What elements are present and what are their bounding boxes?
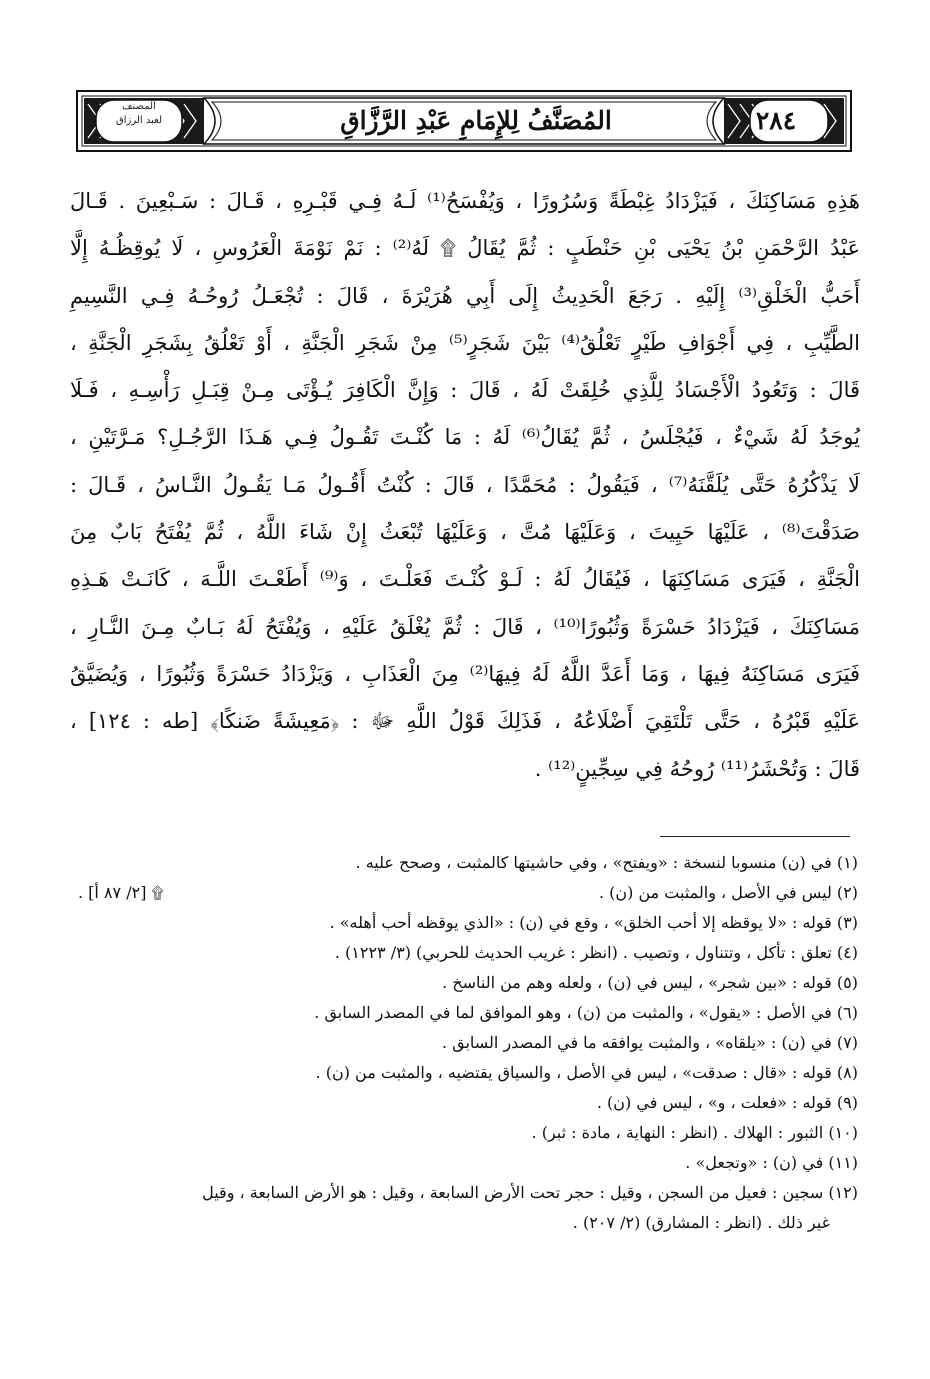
- footnote-5: (٥) قوله : «بين شجر» ، ليس في (ن) ، ولعله وهم من الناسخ .: [442, 973, 858, 992]
- text-line: لَا يَذْكُرُهُ حَتَّى يُلَقَّنَهُ⁽⁷⁾ ، فَيَقُولُ : مُحَمَّدًا ، قَالَ : كُنْتُ أَقُـولُ مَـا يَقُـولُ النَّـاسُ ، قَـالَ :: [70, 472, 860, 497]
- seal-line-2: لعبد الرزاق: [115, 115, 163, 126]
- text-line: عَلَيْهِ قَبْرُهُ ، حَتَّى تَلْتَقِيَ أَضْلَاعُهُ ، فَذَلِكَ قَوْلُ اللَّهِ ﷻ : ﴿مَعِيشَةً ضَنكًا﴾ [طه : ١٢٤] ،: [70, 709, 860, 734]
- footnote-2: (٢) ليس في الأصل ، والمثبت من (ن) .: [598, 883, 858, 902]
- text-line: مَسَاكِنَكَ ، فَيَزْدَادُ حَسْرَةً وَثُبُورًا⁽¹⁰⁾ ، قَالَ : ثُمَّ يُغْلَقُ عَلَيْهِ ، وَيُفْتَحُ لَهُ بَـابٌ مِـنَ النَّـارِ ،: [70, 614, 860, 639]
- text-line: الْجَنَّةِ ، فَيَرَى مَسَاكِنَهَا ، فَيُقَالُ لَهُ : لَـوْ كُنْـتَ فَعَلْـتَ ، وَ⁽⁹⁾ أَطَعْـتَ اللَّـهَ ، كَانَـتْ هَـذِهِ: [70, 567, 860, 592]
- footnote-12: (١٢) سجين : فعيل من السجن ، وقيل : حجر تحت الأرض السابعة ، وقيل : هو الأرض السابعة ، وقيل: [202, 1183, 858, 1202]
- footnote-row: [78, 878, 858, 908]
- text-line: الطَّيِّبِ ، فِي أَجْوَافِ طَيْرٍ تَعْلُقُ⁽⁴⁾ بَيْنَ شَجَرٍ⁽⁵⁾ مِنْ شَجَرِ الْجَنَّةِ ، أَوْ تَعْلُقُ بِشَجَرِ الْجَنَّةِ ،: [70, 330, 861, 355]
- text-line: أَحَبُّ الْخَلْقِ⁽³⁾ إِلَيْهِ . رَجَعَ الْحَدِيثُ إِلَى أَبِي هُرَيْرَةَ ، قَالَ : تُجْعَـلُ رُوحُـهُ فِـي النَّسِيمِ: [70, 283, 860, 308]
- seal-line-1: المصنف: [122, 101, 156, 112]
- running-title: المُصَنَّفُ لِلإِمَامِ عَبْدِ الرَّزَّاقِ: [340, 106, 612, 135]
- header-seal: [100, 100, 178, 142]
- text-line: صَدَقْتَ⁽⁸⁾ ، عَلَيْهَا حَيِيتَ ، وَعَلَيْهَا مُتَّ ، وَعَلَيْهَا تُبْعَثُ إِنْ شَاءَ اللَّهُ ، ثُمَّ يُفْتَحُ بَابٌ مِنَ: [70, 520, 860, 545]
- text-line: قَالَ : وَتُحْشَرُ⁽¹¹⁾ رُوحُهُ فِي سِجِّينٍ⁽¹²⁾ .: [534, 756, 860, 781]
- footnote-4: (٤) تعلق : تأكل ، وتتناول ، وتصيب . (انظر : غريب الحديث للحربي) (٣/ ١٢٢٣) .: [334, 943, 858, 962]
- footnote-12-continued: غير ذلك . (انظر : المشارق) (٢/ ٢٠٧) .: [572, 1213, 830, 1232]
- page-number: ٢٨٤: [755, 106, 797, 135]
- footnote-9: (٩) قوله : «فعلت ، و» ، ليس في (ن) .: [596, 1093, 858, 1112]
- footnote-1: (١) في (ن) منسوبا لنسخة : «ويفتح» ، وفي حاشيتها كالمثبت ، وصحح عليه .: [355, 853, 858, 872]
- text-line: فَيَرَى مَسَاكِنَهُ فِيهَا ، وَمَا أَعَدَّ اللَّهُ لَهُ فِيهَا⁽²⁾ مِنَ الْعَذَابِ ، وَيَزْدَادُ حَسْرَةً وَثُبُورًا ، وَيُضَيَّقُ: [70, 661, 860, 686]
- main-text: [70, 178, 860, 793]
- page-header: [76, 90, 852, 152]
- text-line: عَبْدُ الرَّحْمَنِ بْنُ يَحْيَى بْنِ حَنْطَبٍ : ثُمَّ يُقَالُ ۩ لَهُ⁽²⁾ : نَمْ نَوْمَةَ الْعَرُوسِ ، لَا يُوقِظُـهُ إِلَّا: [70, 236, 860, 261]
- footnote-6: (٦) في الأصل : «يقول» ، والمثبت من (ن) ، وهو الموافق لما في المصدر السابق .: [314, 1003, 858, 1022]
- text-line: قَالَ : وَتَعُودُ الْأَجْسَادُ لِلَّذِي خُلِقَتْ لَهُ ، قَالَ : وَإِنَّ الْكَافِرَ يُـؤْتَى مِـنْ قِبَـلِ رَأْسِـهِ ، فَـلَا: [70, 378, 860, 403]
- margin-reference: ۩ [٢/ ٨٧ أ] .: [78, 883, 164, 902]
- footnotes: [78, 848, 858, 1238]
- footnote-11: (١١) في (ن) : «وتجعل» .: [685, 1153, 858, 1172]
- footnote-3: (٣) قوله : «لا يوقظه إلا أحب الخلق» ، وقع في (ن) : «الذي يوقظه أحب أهله» .: [329, 913, 858, 932]
- text-line: هَذِهِ مَسَاكِنَكَ ، فَيَزْدَادُ غِبْطَةً وَسُرُورًا ، وَيُفْسَحُ⁽¹⁾ لَـهُ فِـي قَبْـرِهِ ، قَـالَ : سَـبْعِينَ . قَـالَ: [70, 189, 860, 213]
- footnote-10: (١٠) الثبور : الهلاك . (انظر : النهاية ، مادة : ثبر) .: [531, 1123, 858, 1142]
- footnote-separator: [660, 836, 850, 837]
- footnote-8: (٨) قوله : «قال : صدقت» ، ليس في الأصل ، والسياق يقتضيه ، والمثبت من (ن) .: [315, 1063, 858, 1082]
- text-line: يُوجَدُ لَهُ شَيْءٌ ، فَيُجْلَسُ ، ثُمَّ يُقَالُ⁽⁶⁾ لَهُ : مَا كُنْـتَ تَقُـولُ فِـي هَـذَا الرَّجُـلِ؟ مَـرَّتَيْنِ ،: [70, 425, 860, 450]
- footnote-7: (٧) في (ن) : «يلقاه» ، والمثبت يوافقه ما في المصدر السابق .: [441, 1033, 858, 1052]
